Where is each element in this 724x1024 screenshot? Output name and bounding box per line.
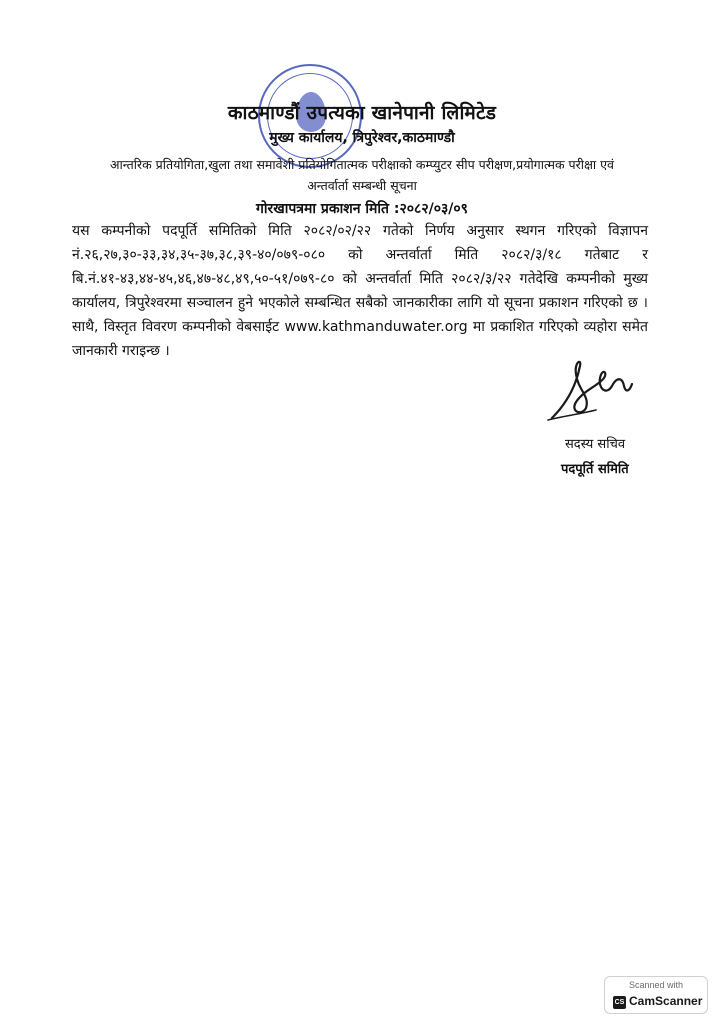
- handwritten-signature: [546, 356, 636, 424]
- camscanner-logo-icon: CS: [613, 996, 626, 1009]
- scanned-with-label: Scanned with: [628, 980, 684, 990]
- camscanner-brand: CamScanner: [629, 994, 703, 1008]
- publication-date: गोरखापत्रमा प्रकाशन मिति :२०८२/०३/०९: [256, 201, 468, 217]
- notice-subject-line-2: अन्तर्वार्ता सम्बन्धी सूचना: [307, 178, 417, 193]
- notice-subject-line-1: आन्तरिक प्रतियोगिता,खुला तथा समावेशी प्रतियोगितात्मक परीक्षाको कम्प्युटर सीप परीक्षण,प्रयोगात्मक परीक्षा एवं: [109, 157, 615, 172]
- office-address: मुख्य कार्यालय, त्रिपुरेश्वर,काठमाण्डौ: [269, 130, 455, 146]
- camscanner-badge: [604, 976, 708, 1014]
- notice-subject: [82, 154, 642, 196]
- organization-name: काठमाण्डौं उपत्यका खानेपानी लिमिटेड: [227, 102, 497, 124]
- signatory-committee: पदपूर्ति समिति: [561, 462, 629, 477]
- signatory-role: सदस्य सचिव: [565, 437, 626, 452]
- notice-body: यस कम्पनीको पदपूर्ति समितिको मिति २०८२/०२/२२ गतेको निर्णय अनुसार स्थगन गरिएको विज्ञापन नं.२६,२७,३०-३३,३४,३५-३७,३८,३९-४०/०७९-०८० को अन्तर्वार्ता मिति २०८२/३/१८ गतेबाट र बि.नं.४१-४३,४४-४५,४६,४७-४८,४९,५०-५१/०७९-८० को अन्तर्वार्ता मिति २०८२/३/२२ गतेदेखि कम्पनीको मुख्य कार्यालय, त्रिपुरेश्वरमा सञ्चालन हुने भएकोले सम्बन्धित सबैको जानकारीका लागि यो सूचना प्रकाशन गरिएको छ । साथै, विस्तृत विवरण कम्पनीको वेबसाईट www.kathmanduwater.org मा प्रकाशित गरिएको व्यहोरा समेत जानकारी गराइन्छ ।: [72, 223, 648, 359]
